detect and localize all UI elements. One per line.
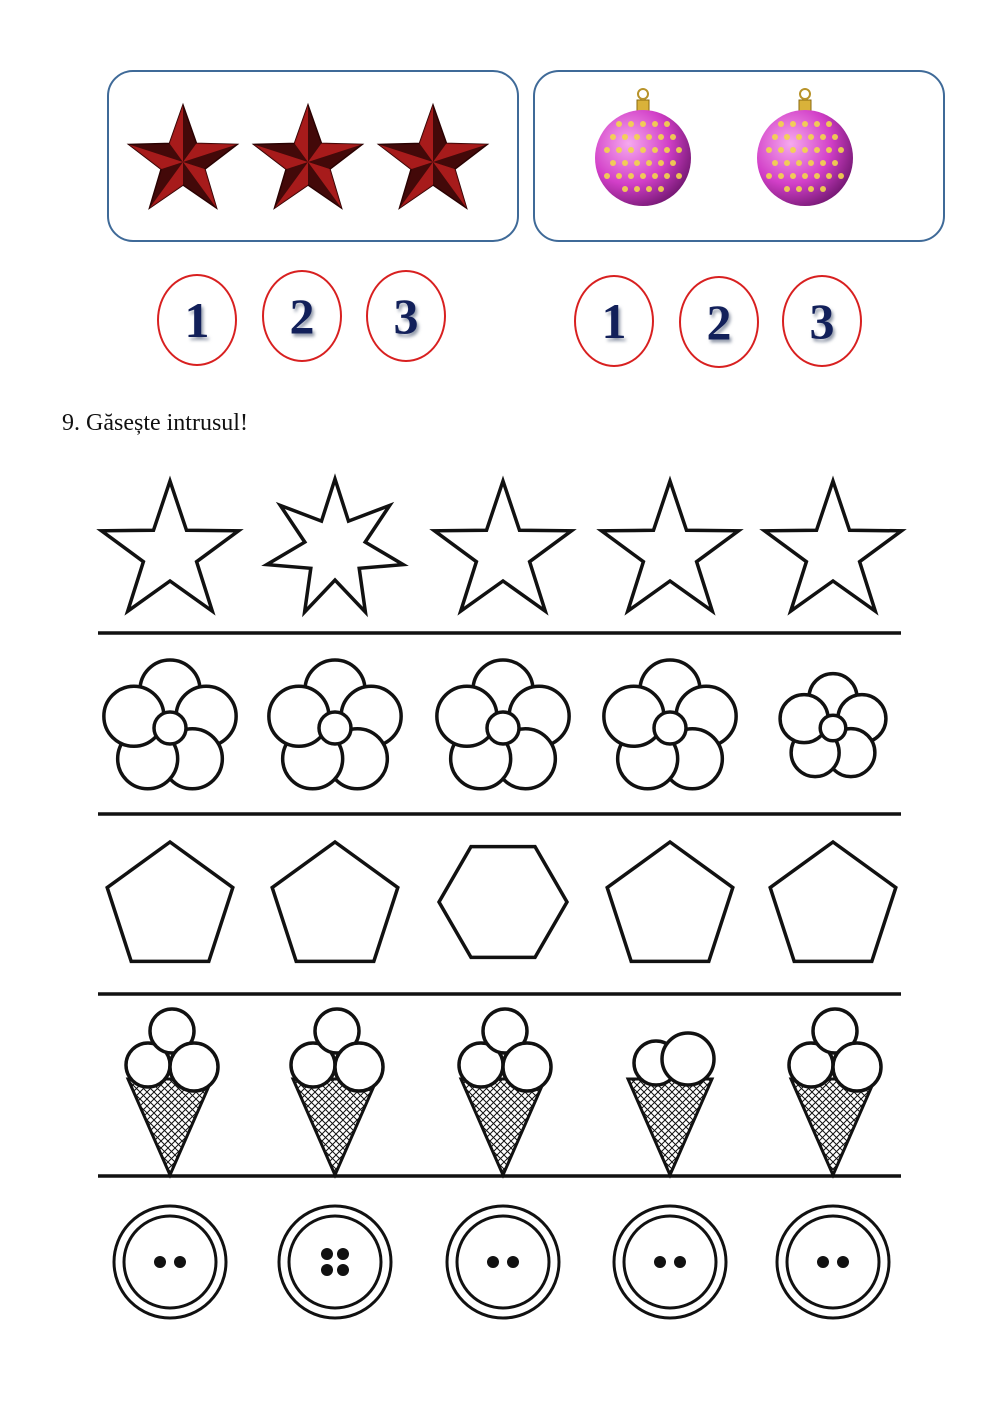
ornament-answer-1[interactable]: 1 <box>574 275 654 367</box>
flower-large-icon[interactable] <box>104 660 236 789</box>
ornament-answer-3[interactable]: 3 <box>782 275 862 367</box>
star-5-point-icon[interactable] <box>102 481 239 611</box>
button-2-holes-icon[interactable] <box>777 1206 889 1318</box>
star-7-point-icon[interactable] <box>267 479 403 612</box>
ice-cream-3-scoops-icon[interactable] <box>126 1009 218 1175</box>
star-5-point-icon[interactable] <box>435 481 572 611</box>
pentagon-icon[interactable] <box>107 842 233 961</box>
pentagon-icon[interactable] <box>272 842 398 961</box>
ornament-answer-2[interactable]: 2 <box>679 276 759 368</box>
ice-cream-3-scoops-icon[interactable] <box>459 1009 551 1175</box>
button-2-holes-icon[interactable] <box>114 1206 226 1318</box>
flower-large-icon[interactable] <box>604 660 736 789</box>
task-title: 9. Găsește intrusul! <box>62 410 248 436</box>
button-4-holes-icon[interactable] <box>279 1206 391 1318</box>
star-answer-1[interactable]: 1 <box>157 274 237 366</box>
star-5-point-icon[interactable] <box>602 481 739 611</box>
button-2-holes-icon[interactable] <box>447 1206 559 1318</box>
pentagon-icon[interactable] <box>770 842 896 961</box>
ice-cream-3-scoops-icon[interactable] <box>291 1009 383 1175</box>
star-answer-2[interactable]: 2 <box>262 270 342 362</box>
flower-large-icon[interactable] <box>269 660 401 789</box>
star-answer-3[interactable]: 3 <box>366 270 446 362</box>
flower-small-icon[interactable] <box>780 674 886 777</box>
pentagon-icon[interactable] <box>607 842 733 961</box>
ice-cream-3-scoops-icon[interactable] <box>789 1009 881 1175</box>
hexagon-icon[interactable] <box>439 847 567 958</box>
star-5-point-icon[interactable] <box>765 481 902 611</box>
flower-large-icon[interactable] <box>437 660 569 789</box>
button-2-holes-icon[interactable] <box>614 1206 726 1318</box>
ice-cream-2-scoops-icon[interactable] <box>628 1033 714 1175</box>
